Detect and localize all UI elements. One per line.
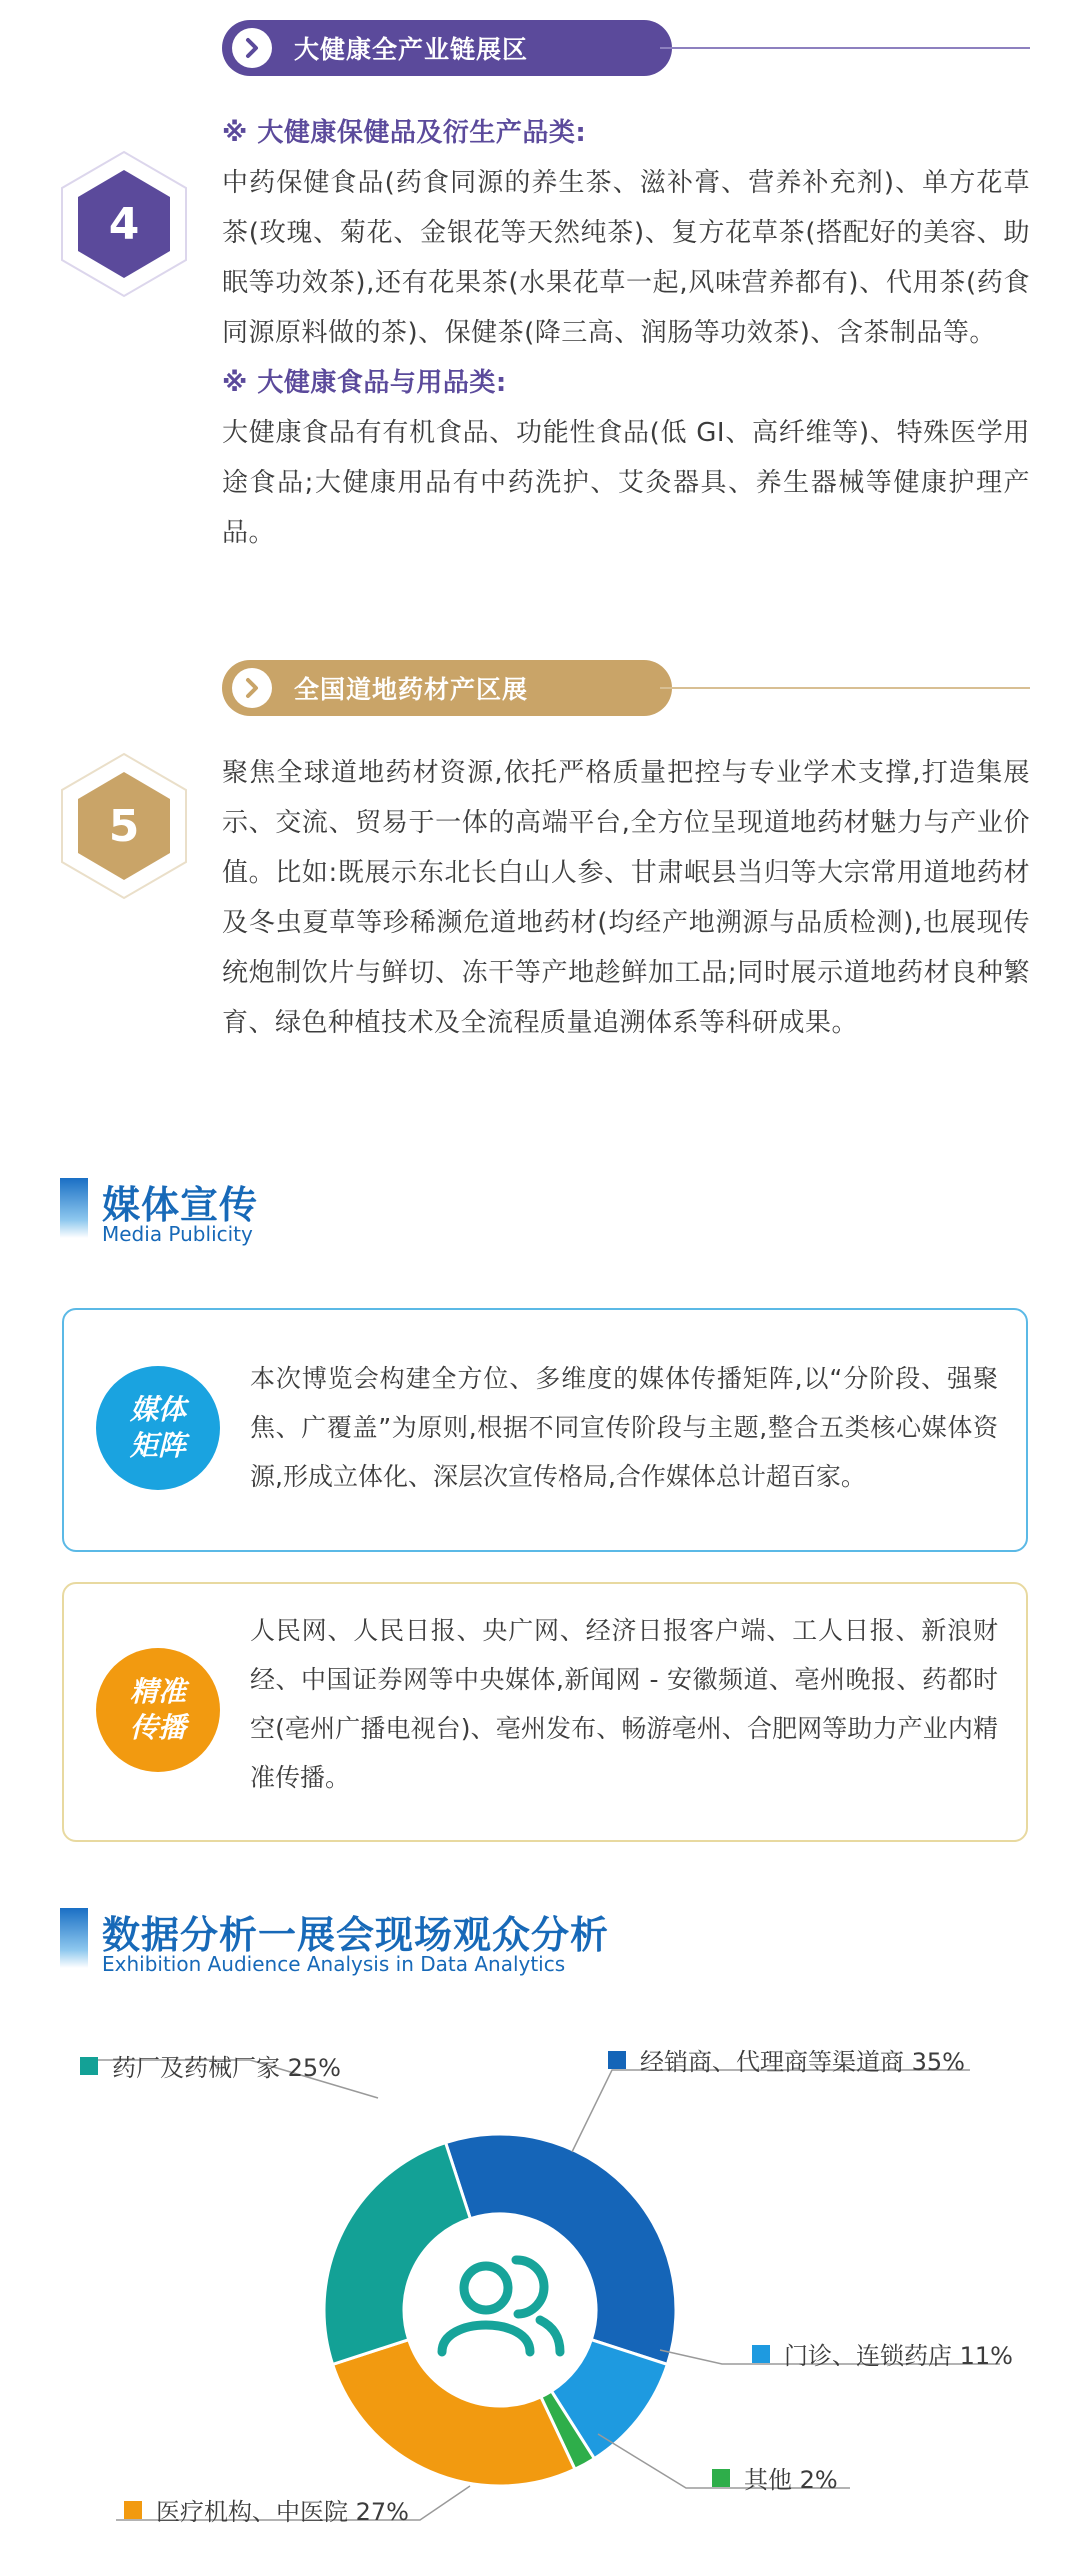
section5-text: 聚焦全球道地药材资源,依托严格质量把控与专业学术支撑,打造集展示、交流、贸易于一体的高端平台,全方位呈现道地药材魅力与产业价值。比如:既展示东北长白山人参、甘肃岷县当归等大宗常用道地药材及冬虫夏草等珍稀濒危道地药材(均经产地溯源与品质检测),也展现传统炮制饮片与鲜切、冻干等产地趁鲜加工品;同时展示道地药材良种繁育、绿色种植技术及全流程质量追溯体系等科研成果。 bbox=[222, 758, 1030, 1038]
chevron-right-icon bbox=[232, 668, 272, 708]
legend-distributor bbox=[608, 2042, 965, 2077]
precise-spread-box bbox=[62, 1582, 1028, 1842]
section4-banner-title: 大健康全产业链展区 bbox=[294, 35, 529, 64]
tag-line1: 精准 bbox=[129, 1675, 186, 1708]
legend-label: 医疗机构、中医院 27% bbox=[156, 2498, 409, 2526]
precise-spread-text: 人民网、人民日报、央广网、经济日报客户端、工人日报、新浪财经、中国证券网等中央媒体,新闻网 - 安徽频道、亳州晚报、药都时空(亳州广播电视台)、亳州发布、畅游亳州、合肥网等助力产业内精准传播。 bbox=[250, 1616, 998, 1792]
section4-sub1-text: 中药保健食品(药食同源的养生茶、滋补膏、营养补充剂)、单方花草茶(玫瑰、菊花、金银花等天然纯茶)、复方花草茶(搭配好的美容、助眠等功效茶),还有花果茶(水果花草一起,风味营养都有)、代用茶(药食同源原料做的茶)、保健茶(降三高、润肠等功效茶)、含茶制品等。 bbox=[222, 168, 1030, 348]
section4-hex-badge bbox=[60, 150, 188, 298]
tag-line2: 矩阵 bbox=[129, 1429, 186, 1462]
media-subtitle: Media Publicity bbox=[102, 1222, 253, 1246]
section5-content bbox=[222, 748, 1030, 1048]
legend-swatch bbox=[124, 2501, 142, 2519]
legend-swatch bbox=[752, 2345, 770, 2363]
tag-line2: 传播 bbox=[129, 1711, 186, 1744]
legend-swatch bbox=[608, 2051, 626, 2069]
heading-accent-bar bbox=[60, 1908, 88, 1968]
media-matrix-text: 本次博览会构建全方位、多维度的媒体传播矩阵,以“分阶段、强聚焦、广覆盖”为原则,根据不同宣传阶段与主题,整合五类核心媒体资源,形成立体化、深层次宣传格局,合作媒体总计超百家。 bbox=[250, 1364, 998, 1491]
tag-line1: 媒体 bbox=[129, 1393, 186, 1426]
leader-distributor bbox=[572, 2070, 970, 2152]
legend-swatch bbox=[712, 2469, 730, 2487]
section4-banner-line bbox=[660, 47, 1030, 49]
legend-label: 其他 2% bbox=[744, 2466, 838, 2494]
section4-sub2-text: 大健康食品有有机食品、功能性食品(低 GI、高纤维等)、特殊医学用途食品;大健康用品有中药洗护、艾灸器具、养生器械等健康护理产品。 bbox=[222, 418, 1030, 548]
legend-other bbox=[712, 2460, 838, 2495]
section5-number: 5 bbox=[108, 800, 140, 852]
media-title: 媒体宣传 bbox=[102, 1183, 259, 1227]
section4-content bbox=[222, 108, 1030, 558]
section5-banner bbox=[222, 660, 672, 716]
legend-label: 药厂及药械厂家 25% bbox=[112, 2054, 341, 2082]
legend-clinic bbox=[752, 2336, 1013, 2371]
audience-donut-chart bbox=[0, 2000, 1080, 2576]
chevron-right-icon bbox=[232, 28, 272, 68]
media-matrix-tag bbox=[96, 1366, 220, 1490]
legend-pharma bbox=[80, 2048, 341, 2083]
legend-medical bbox=[124, 2492, 409, 2527]
heading-accent-bar bbox=[60, 1178, 88, 1238]
media-matrix-box bbox=[62, 1308, 1028, 1552]
section5-banner-line bbox=[660, 687, 1030, 689]
legend-label: 经销商、代理商等渠道商 35% bbox=[640, 2048, 965, 2076]
section4-number: 4 bbox=[108, 198, 140, 250]
legend-label: 门诊、连锁药店 11% bbox=[784, 2342, 1013, 2370]
section5-hex-badge bbox=[60, 752, 188, 900]
analysis-title: 数据分析一展会现场观众分析 bbox=[102, 1913, 610, 1957]
section4-sub1-title: ※ 大健康保健品及衍生产品类: bbox=[222, 118, 587, 148]
section5-banner-title: 全国道地药材产区展 bbox=[294, 675, 529, 704]
precise-spread-tag bbox=[96, 1648, 220, 1772]
section4-sub2-title: ※ 大健康食品与用品类: bbox=[222, 368, 507, 398]
analysis-subtitle: Exhibition Audience Analysis in Data Analytics bbox=[102, 1952, 566, 1976]
legend-swatch bbox=[80, 2057, 98, 2075]
section4-banner bbox=[222, 20, 672, 76]
